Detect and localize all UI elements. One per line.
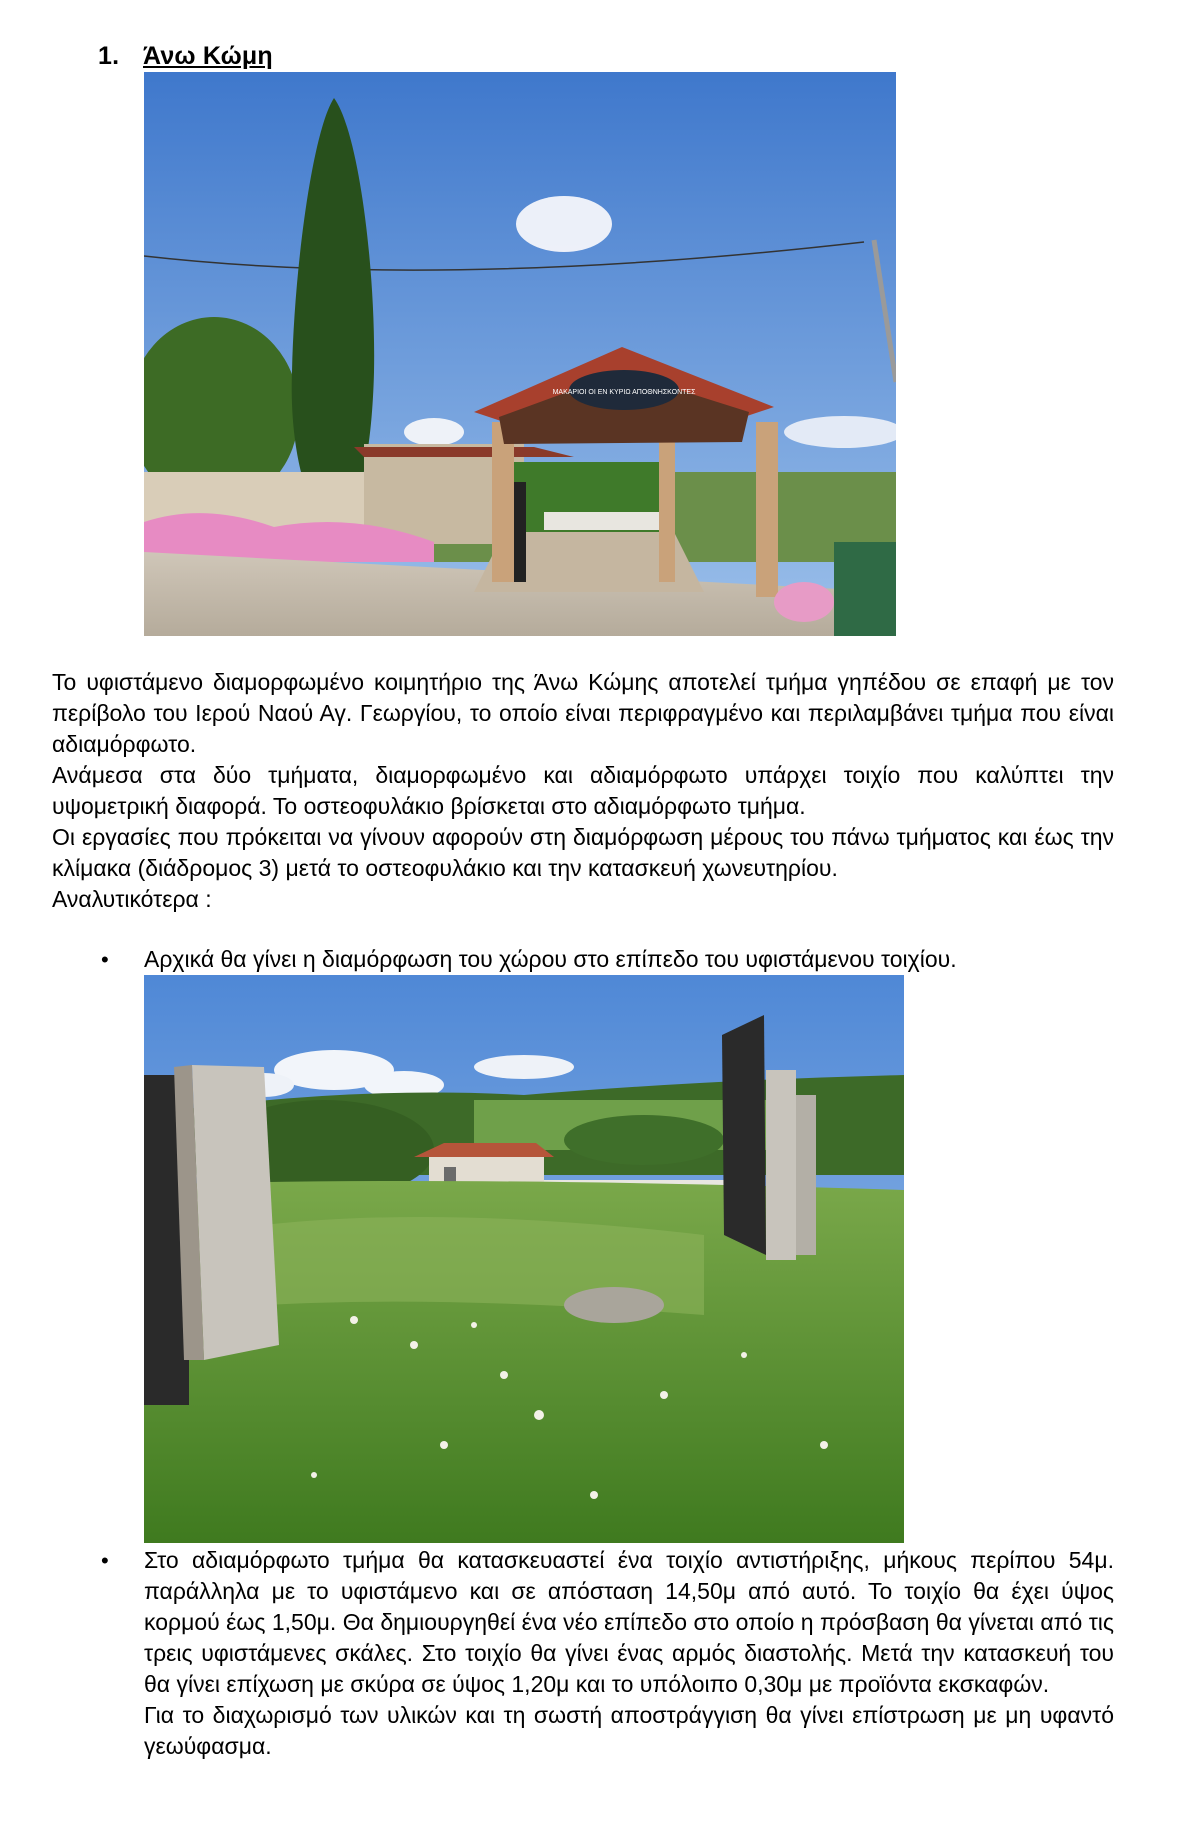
section-title: Άνω Κώμη bbox=[143, 42, 273, 70]
intro-paragraph: Το υφιστάμενο διαμορφωμένο κοιμητήριο της Άνω Κώμης αποτελεί τμήμα γηπέδου σε επαφή με τον περίβολο του Ιερού Ναού Αγ. Γεωργίου, το οποίο είναι περιφραγμένο και περιλαμβάνει τμήμα που είναι αδιαμόρφωτο. bbox=[52, 669, 1114, 757]
bullet-marker: • bbox=[101, 947, 109, 972]
intro-text bbox=[52, 667, 1114, 915]
bullet-paragraph: Στο αδιαμόρφωτο τμήμα θα κατασκευαστεί ένα τοιχίο αντιστήριξης, μήκους περίπου 54μ. παράλληλα με το υφιστάμενο και σε απόσταση 14,50μ από αυτό. Το τοιχίο θα έχει ύψος κορμού έως 1,50μ. Θα δημιουργηθεί ένα νέο επίπεδο στο οποίο η πρόσβαση θα γίνεται από τις τρεις υφιστάμενες σκάλες. Στο τοιχίο θα γίνει ένας αρμός διαστολής. Μετά την κατασκευή του θα γίνει επίχωση με σκύρα σε ύψος 1,20μ και το υπόλοιπο 0,30μ με προϊόντα εκσκαφών. bbox=[144, 1547, 1114, 1697]
bullet-item bbox=[144, 944, 1114, 975]
intro-paragraph: Οι εργασίες που πρόκειται να γίνουν αφορούν στη διαμόρφωση μέρους του πάνω τμήματος και έως την κλίμακα (διάδρομος 3) μετά το οστεοφυλάκιο και την κατασκευή χωνευτηρίου. bbox=[52, 824, 1114, 881]
intro-paragraph: Ανάμεσα στα δύο τμήματα, διαμορφωμένο και αδιαμόρφωτο υπάρχει τοιχίο που καλύπτει την υψομετρική διαφορά. Το οστεοφυλάκιο βρίσκεται στο αδιαμόρφωτο τμήμα. bbox=[52, 762, 1114, 819]
bullet-marker: • bbox=[101, 1548, 109, 1573]
unformed-area-photo bbox=[144, 975, 904, 1543]
cemetery-entrance-photo bbox=[144, 72, 896, 636]
gate-sign-text: ΜΑΚΑΡΙΟΙ ΟΙ ΕΝ ΚΥΡΙΩ ΑΠΟΘΝΗΣΚΟΝΤΕΣ bbox=[552, 389, 696, 396]
section-number: 1. bbox=[98, 42, 120, 70]
bullet-paragraph: Για το διαχωρισμό των υλικών και τη σωστή αποστράγγιση θα γίνει επίστρωση με μη υφαντό γεωύφασμα. bbox=[144, 1702, 1114, 1759]
section-heading bbox=[98, 42, 273, 71]
unformed-area-illustration bbox=[144, 975, 904, 1543]
intro-paragraph: Αναλυτικότερα : bbox=[52, 886, 212, 912]
bullet-item bbox=[144, 1545, 1114, 1762]
cemetery-entrance-illustration bbox=[144, 72, 896, 636]
bullet-text: Αρχικά θα γίνει η διαμόρφωση του χώρου στο επίπεδο του υφιστάμενου τοιχίου. bbox=[144, 946, 957, 972]
